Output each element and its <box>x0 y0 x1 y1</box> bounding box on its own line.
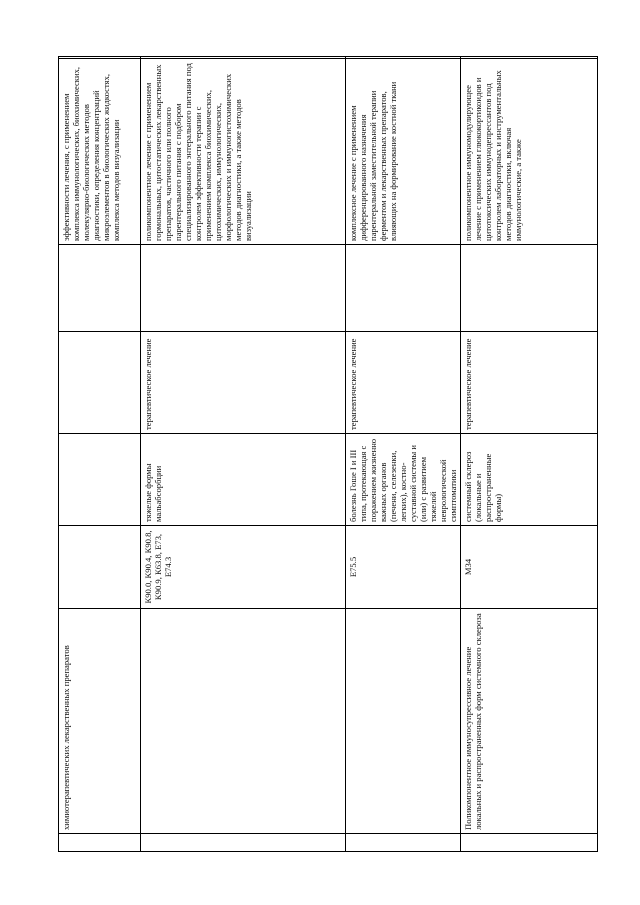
icd-code-cell: М34 <box>461 526 598 609</box>
number-cell <box>461 834 598 852</box>
table-row <box>141 57 346 852</box>
empty-cell <box>141 245 346 332</box>
rotated-page <box>58 57 584 852</box>
disease-model-cell: болезнь Гоше I и III типа, протекающая с поражением жизненно важных органов (печени, селезенки, легких), костно-суставной системы и (или) с развитием тяжелой неврологической симптоматики <box>346 434 461 526</box>
table-row <box>59 57 141 852</box>
treatment-method-cell: поликомпонентное лечение с применением гормональных, цитостатических лекарственных препаратов, частичного или полного парентерального питания с подбором специализированного энтерального питания под контролем эффективности терапии с применением комплекса биохимических, цитохимических, иммунологических, морфологических и иммуногистохимических методов диагностики, а также методов визуализации <box>141 59 346 245</box>
empty-cell <box>346 57 461 59</box>
table-row <box>346 57 461 852</box>
icd-code-cell: К90.0, К90.4, К90.8, К90.9, К63.8, Е73, Е74.3 <box>141 526 346 609</box>
treatment-method-cell: поликомпонентное иммуномодулирующее лечение с применением глюкокортикоидов и цитотоксических иммунодепрессантов под контролем лабораторных и инструментальных методов диагностики, включая иммунологические, а также <box>461 59 598 245</box>
number-cell <box>59 834 141 852</box>
disease-model-cell <box>59 434 141 526</box>
treatment-type-cell: терапевтическое лечение <box>461 332 598 434</box>
disease-model-cell: тяжелые формы мальабсорбции <box>141 434 346 526</box>
method-name-cell: Поликомпонентное иммуносупрессивное лечение локальных и распространенных форм системного склероза <box>461 609 598 834</box>
treatment-type-cell: терапевтическое лечение <box>141 332 346 434</box>
treatment-type-cell: терапевтическое лечение <box>346 332 461 434</box>
services-table <box>58 56 598 852</box>
empty-cell <box>59 245 141 332</box>
treatment-type-cell <box>59 332 141 434</box>
method-name-cell <box>346 609 461 834</box>
number-cell <box>141 834 346 852</box>
empty-cell <box>461 245 598 332</box>
empty-cell <box>141 57 346 59</box>
method-name-cell <box>141 609 346 834</box>
empty-cell <box>59 57 141 59</box>
disease-model-cell: системный склероз (локальные и распространенные формы) <box>461 434 598 526</box>
icd-code-cell: Е75.5 <box>346 526 461 609</box>
number-cell <box>346 834 461 852</box>
treatment-method-cell: эффективности лечения, с применением комплекса иммунологических, биохимических, молекулярно-биологических методов диагностики, определения концентраций микроэлементов в биологических жидкостях, комплекса методов визуализации <box>59 59 141 245</box>
empty-cell <box>346 245 461 332</box>
icd-code-cell <box>59 526 141 609</box>
treatment-method-cell: комплексное лечение с применением дифференцированного назначения парентеральной заместительной терапии ферментом и лекарственных препаратов, влияющих на формирование костной ткани <box>346 59 461 245</box>
method-name-cell: химиотерапевтических лекарственных препаратов <box>59 609 141 834</box>
table-row <box>461 57 598 852</box>
empty-cell <box>461 57 598 59</box>
